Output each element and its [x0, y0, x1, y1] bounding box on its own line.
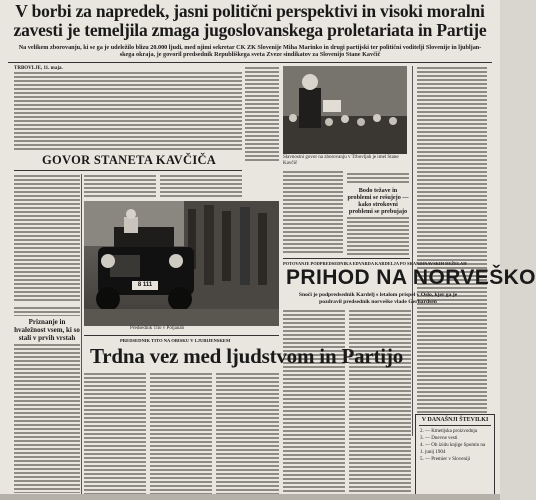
- tito-kicker: PREDSEDNIK TITO NA OBISKU V LJUBIJENSKEM: [120, 338, 231, 343]
- contents-item[interactable]: 4. — Ob izidu knjige Spomin na 1. junij 1904: [420, 443, 486, 455]
- car-photo-svg: [84, 201, 279, 326]
- right-column-body: [417, 66, 487, 414]
- headline-line-2: zavesti je temeljila zmaga jugoslovanskega proletariata in Partije: [13, 20, 487, 40]
- speaker-photo: [283, 66, 407, 154]
- section-title: GOVOR STANETA KAVČIČA: [42, 153, 217, 167]
- main-headline: [10, 2, 490, 40]
- tito-body-3: [216, 372, 279, 494]
- left-column-body-2: [14, 306, 80, 316]
- section-rule: [14, 170, 242, 171]
- left-column-body: [14, 174, 80, 302]
- contents-item[interactable]: 5. — Premier v Sloveniji: [420, 457, 471, 462]
- car-photo: [84, 201, 279, 326]
- headline-deck: [14, 44, 486, 58]
- norway-deck-line-2: pozdravil predsednik norveške vlade Gerhardsen: [319, 299, 437, 305]
- contents-box-title: V DANAŠNJI ŠTEVILKI: [421, 417, 489, 423]
- norway-deck: [283, 292, 473, 306]
- norway-kicker: POTOVANJE PODPREDSEDNIKA EDVARDA KARDELJA PO SKANDINAVSKIH DEŽELAH: [283, 261, 467, 266]
- page-bottom-edge: [0, 494, 500, 500]
- norway-body-2: [349, 309, 411, 494]
- tito-title: Trdna vez med ljudstvom in Partijo: [90, 344, 404, 368]
- third-column-body-top: [160, 174, 242, 198]
- middle-column-body-1: [283, 170, 343, 255]
- tito-top-rule: [84, 335, 279, 336]
- middle-column-body-2: [347, 216, 409, 256]
- norway-top-rule: [283, 258, 410, 259]
- left-box-heading: Priznanje in hvaležnost vsem, ki so stali v prvih vrstah: [14, 318, 80, 342]
- lead-article-body: [14, 71, 242, 151]
- middle-column-body-top: [347, 172, 409, 185]
- middle-column-heading: Bodo težave in problemi se rešujejo — kako strokovni problemi se prebujajo: [347, 187, 409, 215]
- contents-list: [416, 428, 494, 463]
- norway-title: PRIHOD NA NORVEŠKO: [286, 266, 536, 289]
- right-column-divider: [412, 66, 413, 436]
- tito-body-1: [84, 372, 146, 494]
- norway-deck-line-1: Snoči je podpredsednik Kardelj s letalom prispel v Oslo, kjer ga je: [298, 292, 458, 298]
- headline-line-1: V borbi za napredek, jasni politični perspektivi in visoki moralni: [15, 1, 485, 21]
- license-plate: 8 111: [137, 282, 153, 288]
- speaker-photo-caption: Slavnostni govor na zborovanju v Trbovljah je imel Stane Kavčič: [283, 155, 407, 167]
- deck-line-2: skega okraja, je govoril predsednik Republiškega sveta Zveze sindikatov za Slovenijo Stane Kavčič: [119, 51, 381, 58]
- left-column-body-3: [14, 343, 80, 493]
- lead-article-column-2: [245, 66, 279, 161]
- deck-line-1: Na velikem zborovanju, ki se ga je udeležilo blizu 20.000 ljudi, med njimi sekretar CK ZK Slovenije Miha Marinko in drugi partijski ter politični voditelji Slovenije in ljubljan-: [18, 44, 482, 51]
- top-rule: [8, 62, 492, 63]
- contents-item[interactable]: 2. — Kmetijska proizvodnja: [420, 429, 477, 434]
- dateline: TRBOVLJE, 11. maja.: [14, 66, 63, 71]
- second-column-body-top: [84, 174, 156, 198]
- norway-body-1: [283, 309, 345, 494]
- tito-body-2: [150, 372, 212, 494]
- speaker-photo-svg: [283, 66, 407, 154]
- contents-box: [415, 414, 495, 496]
- left-column-divider: [81, 174, 82, 494]
- contents-item[interactable]: 3. — Dnevne vesti: [420, 436, 458, 441]
- car-photo-caption: Predsednik Tito v Poljanah: [130, 326, 185, 331]
